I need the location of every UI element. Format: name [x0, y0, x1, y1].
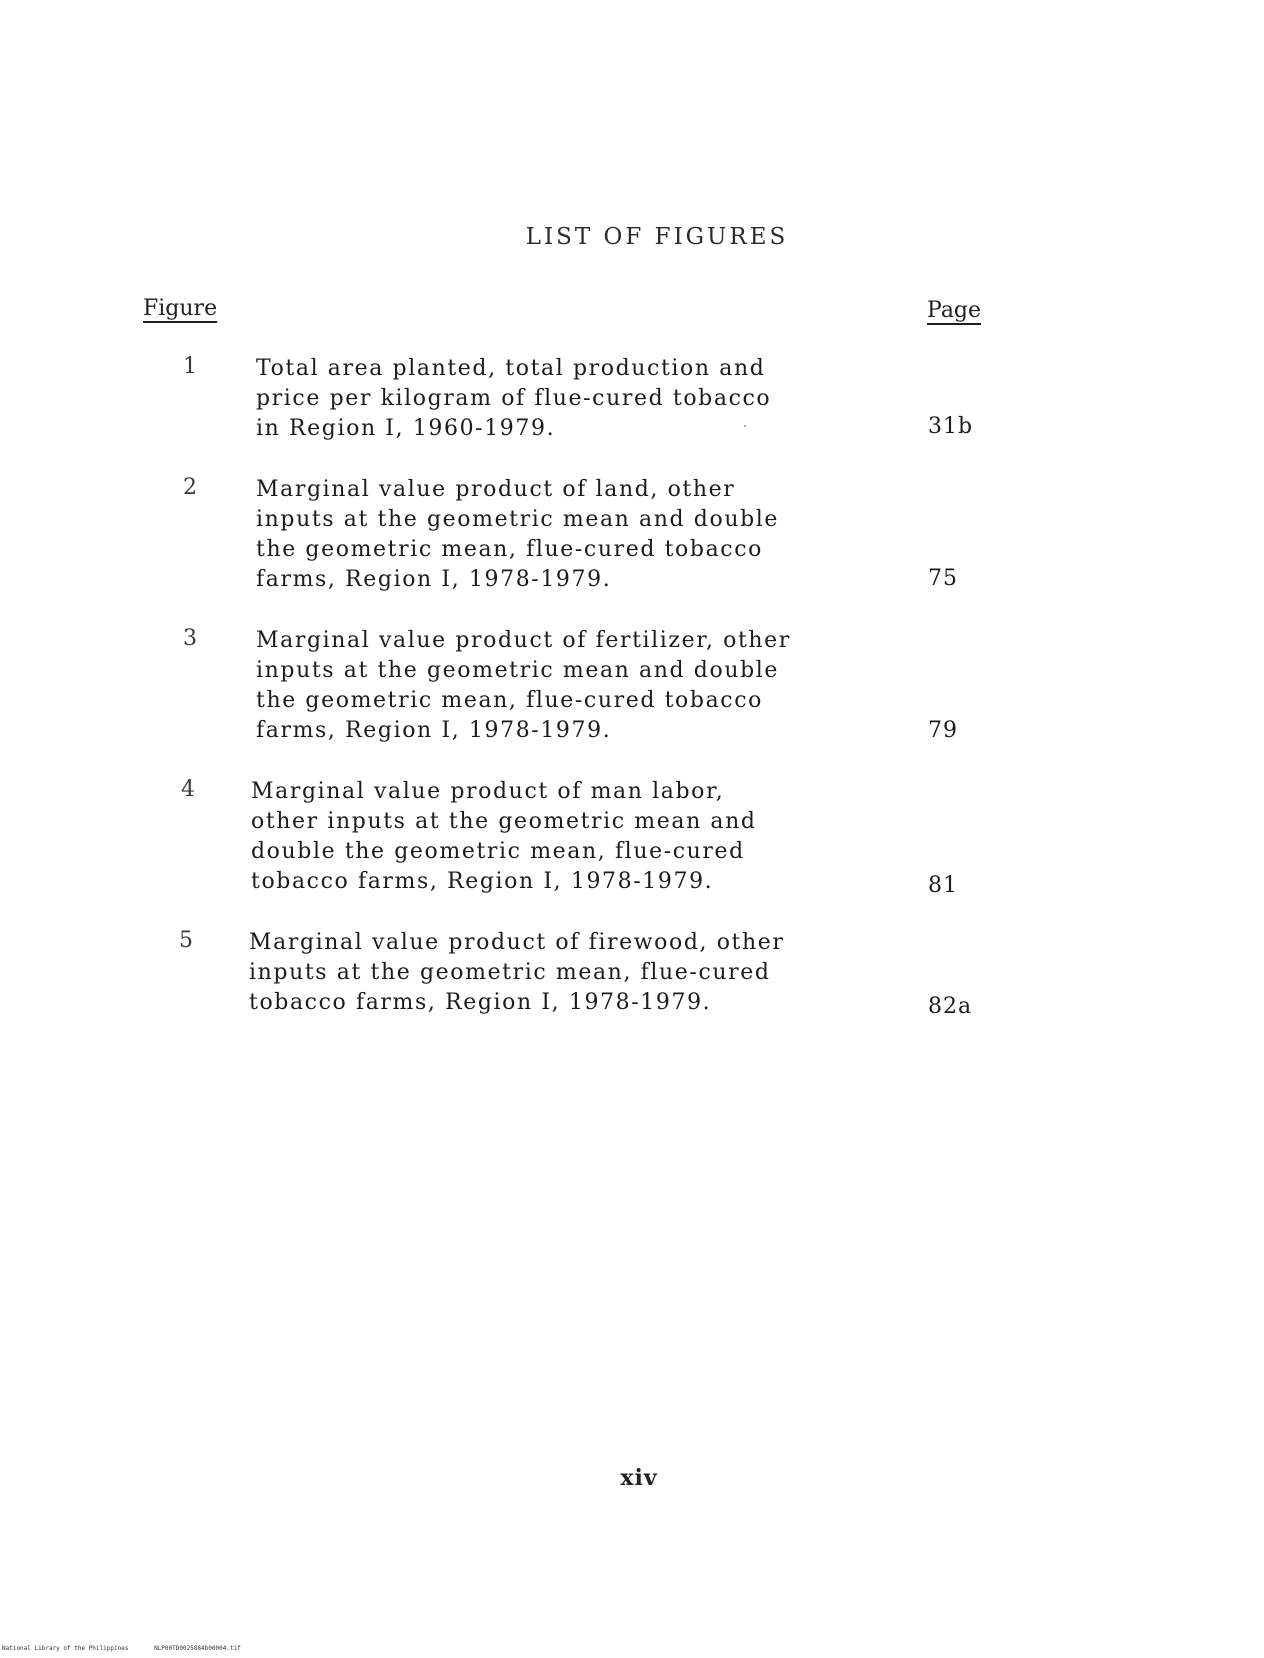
figure-description: Marginal value product of land, other inputs at the geometric mean and double the geometric mean, flue-cured tobacco farms, Region I, 1978-1979. [256, 477, 780, 592]
figure-number: 5 [179, 928, 193, 953]
figure-number: 4 [181, 777, 195, 802]
page-column-header: Page [927, 298, 982, 323]
footer-file-code: NLP00TD0025884b00004.tif [154, 1645, 241, 1652]
figure-column-header: Figure [143, 296, 218, 321]
figure-description: Marginal value product of firewood, other inputs at the geometric mean, flue-cured tobacco farms, Region I, 1978-1979. [249, 930, 785, 1015]
page-title: LIST OF FIGURES [525, 224, 789, 250]
scan-speck [744, 425, 746, 427]
figure-description: Marginal value product of man labor, other inputs at the geometric mean and double the geometric mean, flue-cured tobacco farms, Region I, 1978-1979. [251, 779, 757, 894]
figure-page-number: 79 [928, 718, 958, 743]
footer-library-name: National Library of the Philippines [2, 1645, 129, 1652]
figure-description: Total area planted, total production and price per kilogram of flue-cured tobacco in Region I, 1960-1979. [256, 356, 772, 441]
page-folio: xiv [620, 1465, 658, 1491]
figure-number: 1 [183, 354, 197, 379]
figure-number: 3 [183, 626, 197, 651]
figure-number: 2 [183, 475, 197, 500]
figure-description: Marginal value product of fertilizer, other inputs at the geometric mean and double the geometric mean, flue-cured tobacco farms, Region I, 1978-1979. [256, 628, 791, 743]
figure-page-number: 31b [928, 414, 974, 439]
figure-page-number: 82a [928, 994, 973, 1019]
figure-page-number: 81 [928, 873, 958, 898]
figure-page-number: 75 [928, 566, 958, 591]
scan-footer [2, 1645, 241, 1652]
